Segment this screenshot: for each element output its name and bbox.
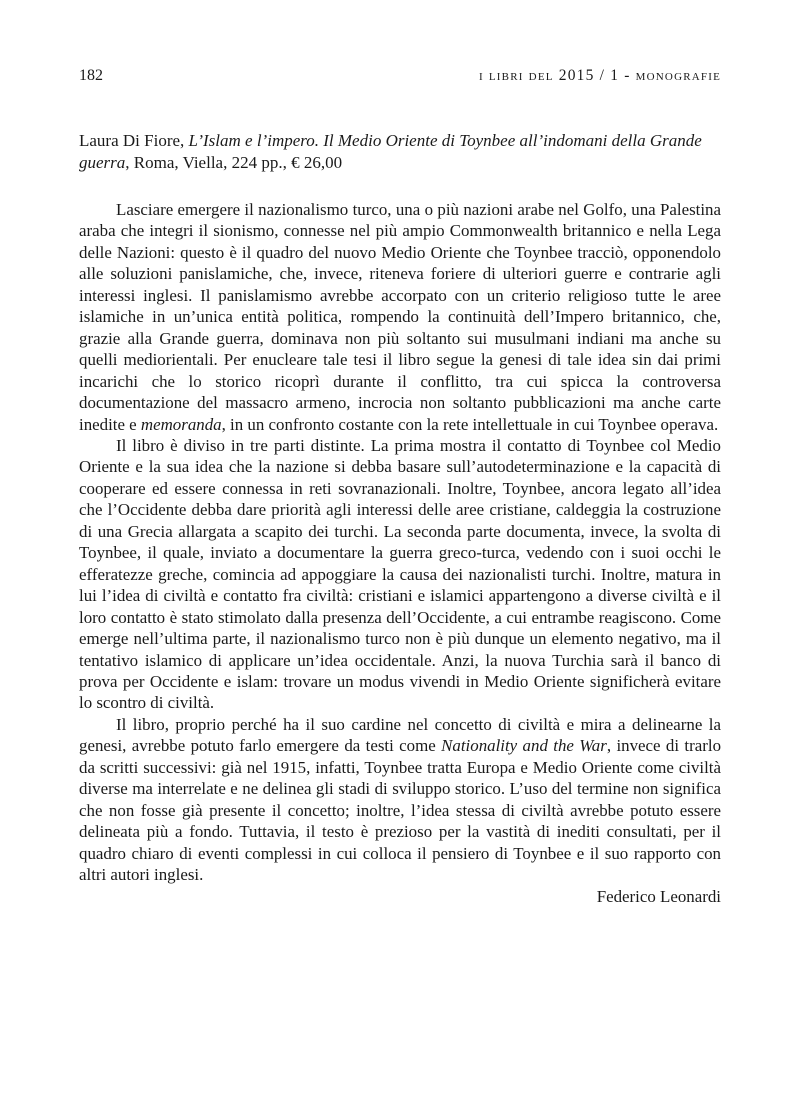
review-paragraph-3: Il libro, proprio perché ha il suo cardine nel concetto di civiltà e mira a delinearne la genesi, avrebbe potuto farlo emergere da testi come Nationality and the War, invece di trarlo da scritti successivi: già nel 1915, infatti, Toynbee tratta Europa e Medio Oriente come civiltà diverse ma interrelate e ne delinea gli stadi di sviluppo storico. L’uso del termine non significa che non fosse già presente il concetto; inoltre, l’idea stessa di civiltà avrebbe potuto essere delineata più a fondo. Tuttavia, il testo è prezioso per la vastità di inediti consultati, per il quadro chiaro di eventi complessi in cui colloca il pensiero di Toynbee e il suo rapporto con altri autori inglesi. xyxy=(79,714,722,885)
citation-title: L’Islam e l’impero. Il Medio Oriente di Toynbee all’indomani della Grande guerra xyxy=(79,131,702,172)
citation-author: Laura Di Fiore, xyxy=(79,131,189,150)
citation-publication: , Roma, Viella, 224 pp., € 26,00 xyxy=(125,152,343,172)
page-number: 182 xyxy=(79,67,103,84)
review-paragraph-2: Il libro è diviso in tre parti distinte. La prima mostra il contatto di Toynbee col Medio Oriente e la sua idea che la nazione si debba basare sull’autodeterminazione e la capacità di cooperare ed essere connessa in reti sovranazionali. Inoltre, Toynbee, ancora legato all’idea che l’Occidente debba dare priorità agli interessi delle aree cristiane, caldeggia la costruzione di una Grecia allargata a scapito dei turchi. La seconda parte documenta, invece, la svolta di Toynbee, il quale, inviato a documentare la guerra greco-turca, vedendo con i suoi occhi le efferatezze greche, comincia ad appoggiare la causa dei nazionalisti turchi. Inoltre, matura in lui l’idea di civiltà e contatto fra civiltà: cristiani e islamici appartengono a diverse civiltà e il loro contatto è stato stimolato dalla presenza dell’Occidente, a cui entrambe reagiscono. Come emerge nell’ultima parte, il nazionalismo turco non è più dunque un elemento negativo, ma il tentativo islamico di applicare un’idea occidentale. Anzi, la nuova Turchia sarà il banco di prova per Occidente e islam: trovare un modus vivendi in Medio Oriente significherà evitare lo scontro di civiltà. xyxy=(79,435,721,713)
running-header xyxy=(79,67,721,89)
reviewer-signature: Federico Leonardi xyxy=(596,886,721,906)
review-paragraph-1: Lasciare emergere il nazionalismo turco, una o più nazioni arabe nel Golfo, una Palestina araba che integri il sionismo, connesse nel più ampio Commonwealth britannico e nella Lega delle Nazioni: questo è il quadro del nuovo Medio Oriente che Toynbee tracciò, opponendolo alle soluzioni panislamiche, che, invece, riteneva foriere di ulteriori guerre e contrarie agli interessi inglesi. Il panislamismo avrebbe accorpato con un criterio religioso tutte le aree islamiche in un’unica entità politica, rompendo la continuità dell’Impero britannico, che, grazie alla Grande guerra, dominava non più soltanto sui musulmani indiani ma anche su quelli mediorientali. Per enucleare tale tesi il libro segue la genesi di tale idea sin dai primi incarichi che lo storico ricoprì durante il conflitto, tra cui spicca la controversa documentazione del massacro armeno, incrocia non soltanto pubblicazioni ma anche carte inedite e memoranda, in un confronto costante con la rete intellettuale in cui Toynbee operava. xyxy=(79,200,721,434)
running-title: i libri del 2015 / 1 - monografie xyxy=(478,67,721,84)
book-citation xyxy=(79,130,721,173)
page xyxy=(79,0,721,1120)
review-body xyxy=(79,199,721,907)
